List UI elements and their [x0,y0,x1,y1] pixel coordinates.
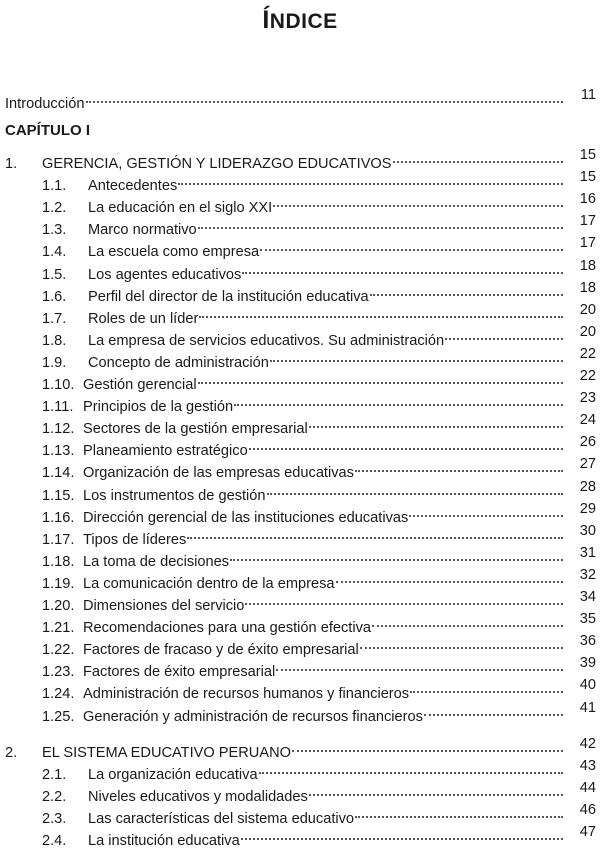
toc-entry-number: 1.13. [42,443,75,460]
dot-leader [309,405,563,428]
toc-entry-page: 30 [579,522,596,539]
toc-entry-number: 1.8. [42,332,67,349]
toc-entry-label: Gestión gerencial [83,377,197,393]
toc-entry-label: Principios de la gestión [83,399,234,416]
dot-leader [270,339,563,362]
toc-entry-label: Roles de un líder [88,310,199,327]
toc-entry-page: 26 [579,434,596,451]
dot-leader [309,773,563,796]
toc-entry-label: Niveles educativos y modalidades [88,788,308,805]
toc-entry-label: Las características del sistema educativo [88,810,355,827]
toc-entry-page: 27 [579,456,596,473]
dot-leader [178,162,563,185]
toc-entry-label: La toma de decisiones [83,553,230,570]
dot-leader [230,538,563,561]
dot-leader [241,817,563,840]
toc-entry-label: La empresa de servicios educativos. Su administración [88,332,445,349]
toc-entry-label: Perfil del director de la institución educativa [88,288,369,305]
toc-entry-label: Factores de éxito empresarial [83,664,276,681]
dot-leader [259,751,563,774]
toc-entry-number: 1.14. [42,465,75,482]
toc-entry-number: 2.2. [42,788,67,805]
toc-entry-page: 40 [579,677,596,694]
toc-entry-number: 1.25. [42,708,75,725]
toc-entry-label: La institución educativa [88,833,240,849]
toc-subsection-entry[interactable] [42,698,596,725]
dot-leader [187,516,563,539]
toc-entry-page: 35 [579,611,596,628]
toc-entry-number: 1.2. [42,200,67,217]
toc-entry-number: 2.4. [42,833,67,849]
chapter-heading: CAPÍTULO I [5,122,90,139]
toc-entry-label: GERENCIA, GESTIÓN Y LIDERAZGO EDUCATIVOS [42,156,392,172]
page-title [0,6,600,35]
toc-entry-label: Los agentes educativos [88,266,242,283]
dot-leader [393,140,563,163]
dot-leader [409,494,563,517]
toc-entry-page: 24 [579,412,596,429]
toc-entry-label: Dimensiones del servicio [83,598,245,614]
toc-entry-page: 15 [579,147,596,163]
dot-leader [355,449,563,472]
toc-entry-page: 28 [579,478,596,495]
dot-leader [86,80,563,103]
toc-entry-number: 1.6. [42,288,67,305]
toc-entry-number: 1.7. [42,310,67,327]
dot-leader [360,626,563,649]
dot-leader [445,317,563,340]
dot-leader [273,184,563,207]
toc-entry-page: 29 [579,500,596,517]
dot-leader [276,648,563,671]
toc-entry-number: 1.24. [42,686,75,703]
toc-entry-label: Concepto de administración [88,354,269,371]
toc-entry-page: 44 [579,779,596,796]
toc-entry-page: 20 [579,301,596,318]
toc-entry-label: Marco normativo [88,222,197,239]
toc-entry-label: La educación en el siglo XXI [88,200,273,217]
toc-entry-label: Sectores de la gestión empresarial [83,421,308,438]
toc-entry-page: 16 [579,191,596,208]
toc-entry-label: Antecedentes [88,178,178,195]
toc-entry-page: 41 [579,699,596,716]
dot-leader [410,670,563,693]
toc-entry-page: 17 [579,213,596,230]
dot-leader [198,206,563,229]
toc-entry-number: 1.10. [42,377,75,393]
dot-leader [260,228,563,251]
toc-entry-number: 1.11. [42,399,74,416]
toc-entry-page: 39 [579,655,596,672]
toc-entry-number: 1. [5,156,18,172]
dot-leader [370,273,563,296]
dot-leader [242,251,563,274]
toc-entry-page: 22 [579,345,596,362]
dot-leader [424,693,563,716]
dot-leader [355,795,563,818]
toc-subsection-entry[interactable] [42,822,596,849]
toc-entry-number: 2. [5,744,18,761]
toc-entry-number: 1.16. [42,509,75,526]
toc-entry-number: 2.3. [42,810,67,827]
dot-leader [198,361,563,384]
toc-entry-number: 1.19. [42,575,75,592]
toc-entry-number: 1.9. [42,354,67,371]
toc-entry-label: La escuela como empresa [88,244,260,261]
toc-entry-page: 43 [579,757,596,774]
toc-entry-number: 1.22. [42,642,75,659]
title-rest: NDICE [269,10,338,33]
toc-entry-page: 23 [579,390,596,407]
toc-entry-number: 1.5. [42,266,67,283]
toc-entry-label: Tipos de líderes [83,531,187,548]
dot-leader [292,729,563,752]
toc-entry-number: 1.18. [42,553,75,570]
toc-entry-page: 18 [579,257,596,274]
toc-entry-label: Administración de recursos humanos y financieros [83,686,410,703]
toc-entry-page: 34 [579,589,596,605]
dot-leader [249,427,563,450]
toc-entry-page: 32 [579,566,596,583]
toc-entry-page: 36 [579,633,596,650]
toc-entry-page: 11 [580,87,596,103]
title-initial: Í [262,6,270,34]
toc-entry-number: 1.21. [42,620,75,637]
dot-leader [199,295,563,318]
toc-entry-label: Los instrumentos de gestión [83,487,266,504]
toc-entry-label: Introducción [5,96,85,112]
dot-leader [336,560,564,583]
toc-entry-label: EL SISTEMA EDUCATIVO PERUANO [42,744,291,761]
toc-entry-number: 1.23. [42,664,75,681]
toc-entry-page: 42 [579,735,596,752]
toc-entry-page: 31 [579,544,596,561]
toc-entry-label: Recomendaciones para una gestión efectiva [83,620,372,637]
dot-leader [372,604,563,627]
toc-entry-number: 1.20. [42,598,75,614]
toc-entry-page: 17 [579,235,596,252]
toc-entry-intro[interactable] [5,85,596,112]
toc-entry-label: La organización educativa [88,766,258,783]
toc-entry-label: Dirección gerencial de las instituciones educativas [83,509,409,526]
toc-entry-label: La comunicación dentro de la empresa [83,575,335,592]
toc-entry-number: 1.12. [42,421,75,438]
toc-entry-page: 20 [579,323,596,340]
toc-entry-page: 46 [579,801,596,818]
toc-entry-number: 1.17. [42,531,75,548]
dot-leader [267,472,563,495]
toc-entry-label: Factores de fracaso y de éxito empresarial [83,642,359,659]
toc-entry-number: 1.15. [42,487,75,504]
toc-entry-label: Generación y administración de recursos financieros [83,708,423,725]
toc-entry-number: 1.3. [42,222,67,239]
dot-leader [245,582,563,605]
dot-leader [234,383,563,406]
toc-entry-page: 15 [579,169,596,186]
toc-entry-page: 22 [579,368,596,384]
toc-entry-page: 18 [579,279,596,296]
toc-entry-label: Organización de las empresas educativas [83,465,354,482]
toc-entry-page: 47 [579,824,596,840]
toc-entry-number: 1.1. [42,178,67,195]
toc-entry-number: 1.4. [42,244,67,261]
toc-entry-number: 2.1. [42,766,67,783]
toc-entry-label: Planeamiento estratégico [83,443,248,460]
